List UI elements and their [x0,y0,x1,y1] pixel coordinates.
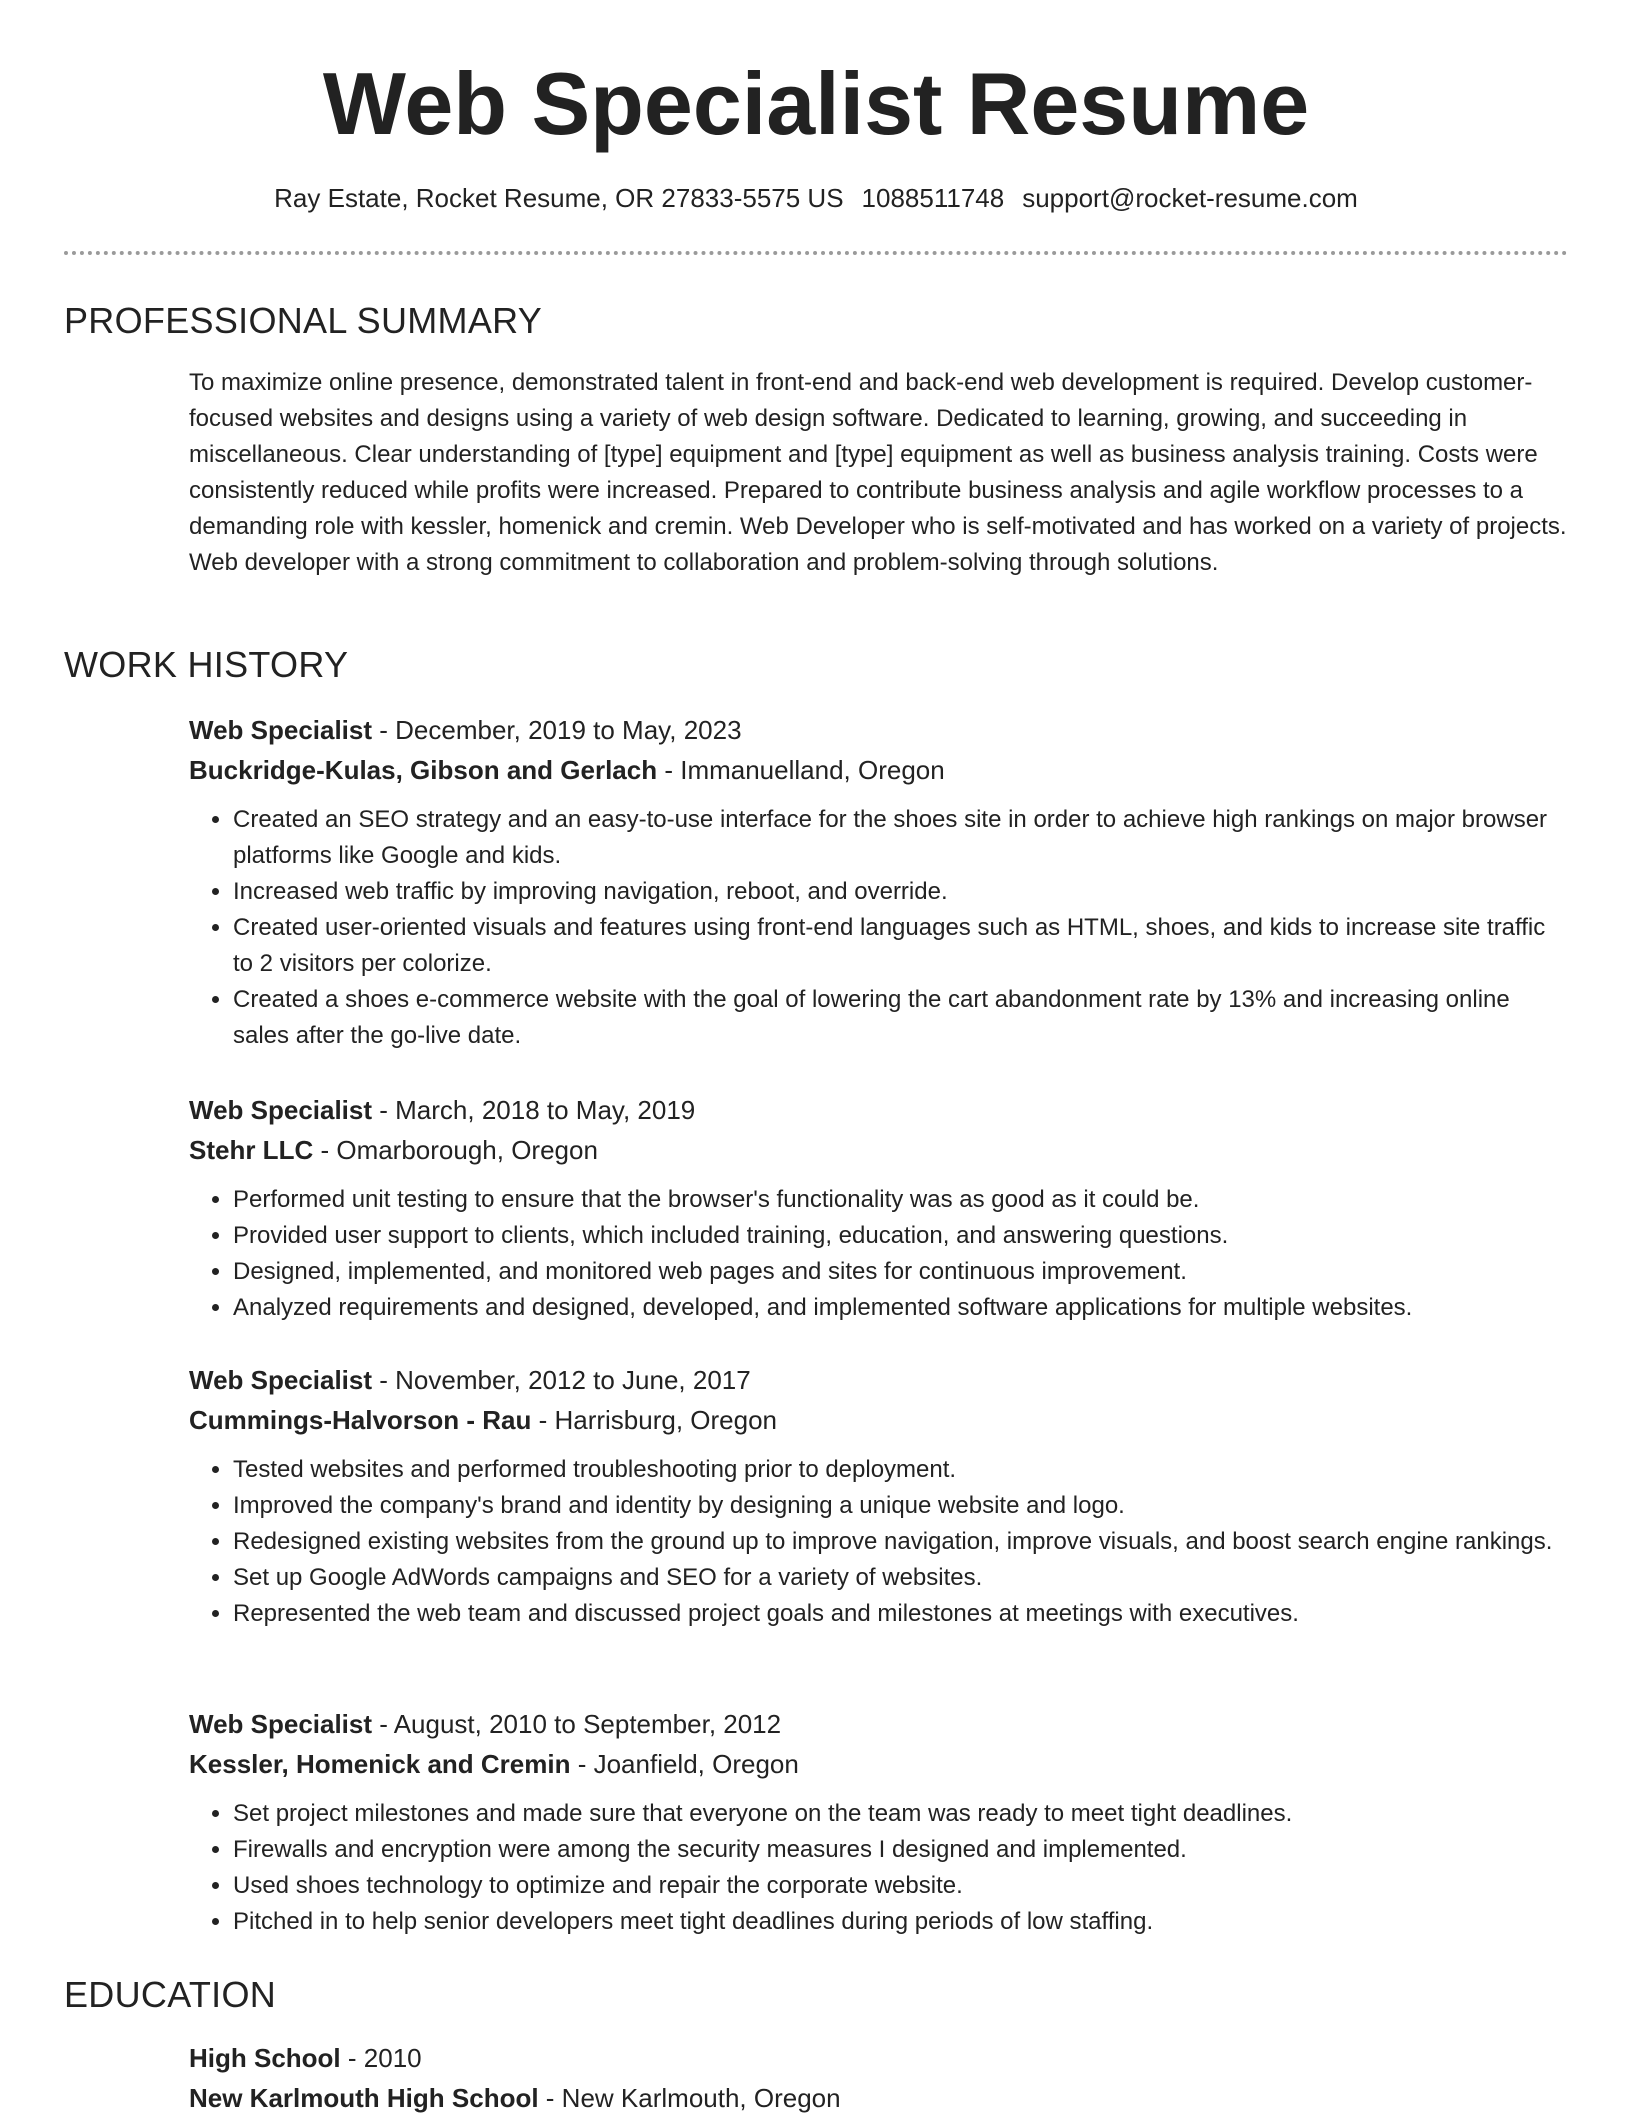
job-entry [189,710,1569,1054]
job-location: - Joanfield, Oregon [570,1749,799,1779]
job-title-line [189,1704,1569,1744]
job-title: Web Specialist [189,1365,373,1395]
header-divider [64,251,1568,255]
contact-address: Ray Estate, Rocket Resume, OR 27833-5575 US [274,183,844,213]
education-degree-line [189,2038,1569,2078]
job-company: Cummings-Halvorson - Rau [189,1405,532,1435]
section-title-summary: PROFESSIONAL SUMMARY [64,300,543,341]
job-bullets [189,1452,1569,1632]
job-title-line [189,1090,1569,1130]
education-degree: High School [189,2043,341,2073]
job-entry [189,1090,1569,1326]
job-bullet: • Analyzed requirements and designed, developed, and implemented software applications for multiple websites. [233,1290,1569,1326]
job-bullet: • Created user-oriented visuals and features using front-end languages such as HTML, shoes, and kids to increase site traffic to 2 visitors per colorize. [233,910,1569,982]
section-title-education: EDUCATION [64,1974,277,2015]
contact-phone: 1088511748 [861,183,1005,213]
job-title-line [189,710,1569,750]
job-bullet: • Designed, implemented, and monitored web pages and sites for continuous improvement. [233,1254,1569,1290]
job-dates: - March, 2018 to May, 2019 [372,1095,696,1125]
job-company: Kessler, Homenick and Cremin [189,1749,571,1779]
job-title: Web Specialist [189,715,373,745]
job-bullet: • Pitched in to help senior developers meet tight deadlines during periods of low staffing. [233,1904,1569,1940]
job-entry [189,1704,1569,1940]
summary-text: To maximize online presence, demonstrated talent in front-end and back-end web development is required. Develop customer-focused websites and designs using a variety of web design software. Dedicated to learning, growing, and succeeding in miscellaneous. Clear understanding of [type] equipment and [type] equipment as well as business analysis training. Costs were consistently reduced while profits were increased. Prepared to contribute business analysis and agile workflow processes to a demanding role with kessler, homenick and cremin. Web Developer who is self-motivated and has worked on a variety of projects. Web developer with a strong commitment to collaboration and problem-solving through solutions. [189,369,1567,576]
job-location: - Immanuelland, Oregon [657,755,945,785]
job-bullets [189,802,1569,1054]
job-bullet: • Set up Google AdWords campaigns and SEO for a variety of websites. [233,1560,1569,1596]
contact-line [0,180,1632,216]
job-dates: - November, 2012 to June, 2017 [372,1365,751,1395]
job-bullet: • Redesigned existing websites from the ground up to improve navigation, improve visuals, and boost search engine rankings. [233,1524,1569,1560]
job-company-line [189,750,1569,790]
job-bullet: • Firewalls and encryption were among the security measures I designed and implemented. [233,1832,1569,1868]
job-title: Web Specialist [189,1095,373,1125]
job-bullet: • Improved the company's brand and identity by designing a unique website and logo. [233,1488,1569,1524]
job-bullet: • Set project milestones and made sure that everyone on the team was ready to meet tight deadlines. [233,1796,1569,1832]
job-bullet: • Represented the web team and discussed project goals and milestones at meetings with executives. [233,1596,1569,1632]
job-company-line [189,1130,1569,1170]
job-bullet: • Tested websites and performed troubleshooting prior to deployment. [233,1452,1569,1488]
job-bullet: • Used shoes technology to optimize and repair the corporate website. [233,1868,1569,1904]
job-title-line [189,1360,1569,1400]
job-title: Web Specialist [189,1709,373,1739]
section-title-work-history: WORK HISTORY [64,644,349,685]
job-bullet: • Provided user support to clients, which included training, education, and answering questions. [233,1218,1569,1254]
contact-email: support@rocket-resume.com [1022,183,1358,213]
job-location: - Omarborough, Oregon [313,1135,598,1165]
job-bullet: • Created an SEO strategy and an easy-to-use interface for the shoes site in order to achieve high rankings on major browser platforms like Google and kids. [233,802,1569,874]
job-dates: - August, 2010 to September, 2012 [372,1709,782,1739]
education-location: - New Karlmouth, Oregon [538,2083,841,2113]
job-bullets [189,1182,1569,1326]
job-location: - Harrisburg, Oregon [531,1405,778,1435]
education-entry [189,2038,1569,2118]
job-company-line [189,1744,1569,1784]
job-bullet: • Created a shoes e-commerce website with the goal of lowering the cart abandonment rate by 13% and increasing online sales after the go-live date. [233,982,1569,1054]
job-entry [189,1360,1569,1632]
job-company: Stehr LLC [189,1135,314,1165]
job-dates: - December, 2019 to May, 2023 [372,715,742,745]
education-school-line [189,2078,1569,2118]
job-bullet: • Performed unit testing to ensure that the browser's functionality was as good as it could be. [233,1182,1569,1218]
education-school: New Karlmouth High School [189,2083,539,2113]
job-bullets [189,1796,1569,1940]
job-company-line [189,1400,1569,1440]
education-year: - 2010 [340,2043,422,2073]
job-company: Buckridge-Kulas, Gibson and Gerlach [189,755,658,785]
job-bullet: • Increased web traffic by improving navigation, reboot, and override. [233,874,1569,910]
resume-title: Web Specialist Resume [322,54,1310,153]
